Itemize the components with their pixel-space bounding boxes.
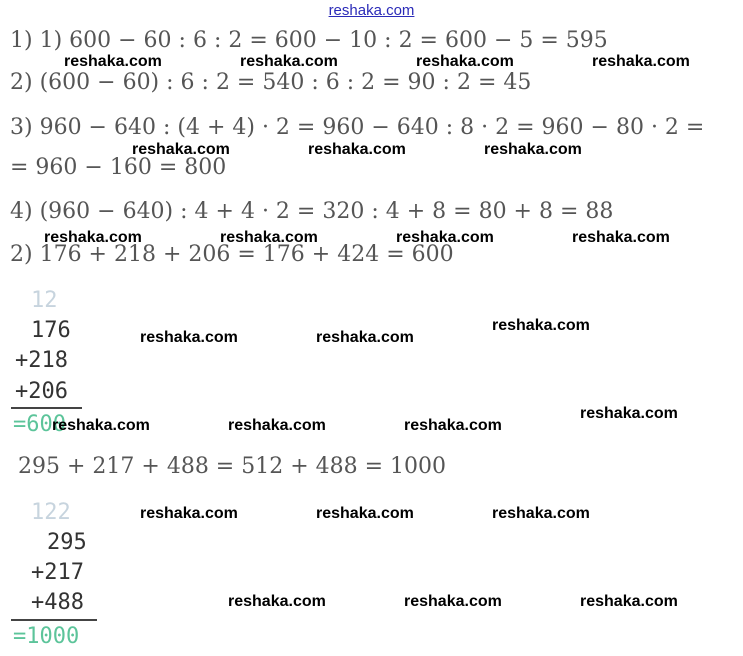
equation-line-1: 1) 1) 600 − 60 : 6 : 2 = 600 − 10 : 2 = 600 − 5 = 595 xyxy=(10,28,608,53)
watermark: reshaka.com xyxy=(580,405,678,422)
watermark: reshaka.com xyxy=(140,505,238,522)
sum-result-1000: =1000 xyxy=(13,624,80,649)
equation-line-2: 2) (600 − 60) : 6 : 2 = 540 : 6 : 2 = 90 : 2 = 45 xyxy=(10,70,532,95)
watermark: reshaka.com xyxy=(44,229,142,246)
sum-line-2 xyxy=(11,619,97,621)
watermark: reshaka.com xyxy=(580,593,678,610)
carry-digits-2: 122 xyxy=(31,500,71,525)
watermark: reshaka.com xyxy=(492,317,590,334)
watermark: reshaka.com xyxy=(416,53,514,70)
watermark: reshaka.com xyxy=(228,417,326,434)
watermark: reshaka.com xyxy=(396,229,494,246)
addend-206: +206 xyxy=(15,379,68,404)
equation-line-3-continued: = 960 − 160 = 800 xyxy=(10,155,227,180)
equation-line-3: 3) 960 − 640 : (4 + 4) · 2 = 960 − 640 : 8 · 2 = 960 − 80 · 2 = xyxy=(10,115,705,140)
watermark: reshaka.com xyxy=(572,229,670,246)
addend-217: +217 xyxy=(31,560,84,585)
addend-488: +488 xyxy=(31,590,84,615)
watermark: reshaka.com xyxy=(316,505,414,522)
carry-digits-1: 12 xyxy=(31,288,58,313)
equation-line-5: 2) 176 + 218 + 206 = 176 + 424 = 600 xyxy=(10,242,454,267)
watermark: reshaka.com xyxy=(228,593,326,610)
watermark: reshaka.com xyxy=(140,329,238,346)
site-title-link[interactable]: reshaka.com xyxy=(328,2,415,19)
watermark: reshaka.com xyxy=(316,329,414,346)
addend-218: +218 xyxy=(15,348,68,373)
sum-result-600: =600 xyxy=(13,412,66,437)
watermark: reshaka.com xyxy=(492,505,590,522)
watermark: reshaka.com xyxy=(484,141,582,158)
sum-line-1 xyxy=(11,407,82,409)
watermark: reshaka.com xyxy=(308,141,406,158)
watermark: reshaka.com xyxy=(220,229,318,246)
equation-line-6: 295 + 217 + 488 = 512 + 488 = 1000 xyxy=(18,454,447,479)
watermark: reshaka.com xyxy=(132,141,230,158)
addend-295: 295 xyxy=(47,530,87,555)
watermark: reshaka.com xyxy=(404,417,502,434)
watermark: reshaka.com xyxy=(592,53,690,70)
addend-176: 176 xyxy=(31,318,71,343)
watermark: reshaka.com xyxy=(64,53,162,70)
equation-line-4: 4) (960 − 640) : 4 + 4 · 2 = 320 : 4 + 8 = 80 + 8 = 88 xyxy=(10,199,614,224)
watermark: reshaka.com xyxy=(404,593,502,610)
watermark: reshaka.com xyxy=(52,417,150,434)
watermark: reshaka.com xyxy=(240,53,338,70)
